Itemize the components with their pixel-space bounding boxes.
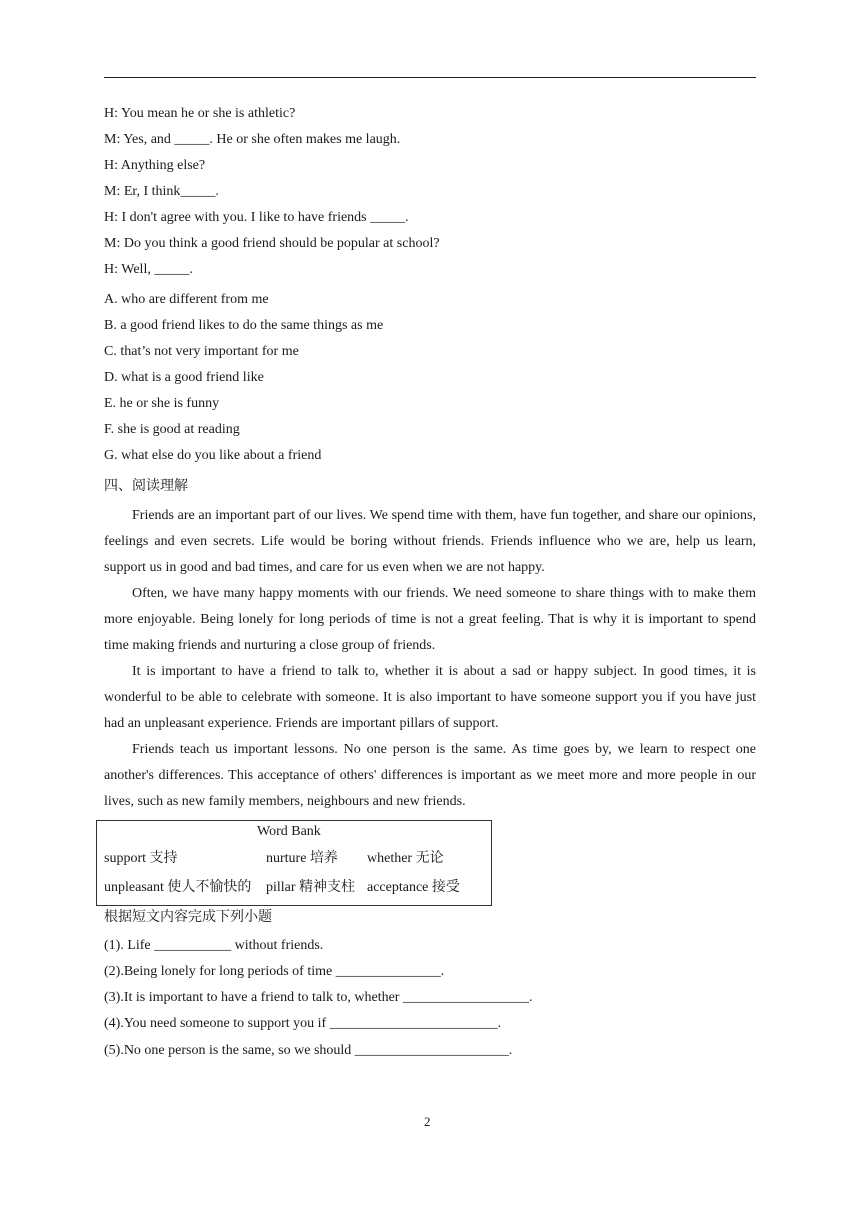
question-item: (5).No one person is the same, so we should ______________________. — [104, 1043, 513, 1058]
passage-paragraph: Friends teach us important lessons. No one person is the same. As time goes by, we learn to respect one another's differences. This acceptance of others' differences is important as we meet more and more people in our lives, such as new family members, neighbours and new friends. — [104, 742, 756, 809]
question-item: (4).You need someone to support you if ________________________. — [104, 1016, 502, 1031]
option-item: B. a good friend likes to do the same things as me — [104, 318, 384, 333]
dialogue-line: M: Do you think a good friend should be popular at school? — [104, 236, 440, 251]
dialogue-line: M: Yes, and _____. He or she often makes me laugh. — [104, 132, 401, 147]
dialogue-line: H: Anything else? — [104, 158, 206, 173]
word-bank-entry: whether 无论 — [367, 851, 444, 866]
dialogue-line: H: You mean he or she is athletic? — [104, 106, 296, 121]
option-item: A. who are different from me — [104, 292, 269, 307]
option-item: C. that’s not very important for me — [104, 344, 299, 359]
word-bank-entry: pillar 精神支柱 — [266, 880, 356, 895]
option-item: F. she is good at reading — [104, 422, 240, 437]
word-bank-entry: acceptance 接受 — [367, 880, 460, 895]
word-bank-entry: support 支持 — [104, 851, 178, 866]
passage-paragraph: Often, we have many happy moments with our friends. We need someone to share things with to make them more enjoyable. Being lonely for long periods of time is not a great feeling. That is why it is important to spend time making friends and nurturing a close group of friends. — [104, 586, 756, 653]
option-item: E. he or she is funny — [104, 396, 220, 411]
question-item: (2).Being lonely for long periods of time _______________. — [104, 964, 445, 979]
dialogue-line: H: Well, _____. — [104, 262, 193, 277]
option-item: D. what is a good friend like — [104, 370, 264, 385]
passage-paragraph: It is important to have a friend to talk to, whether it is about a sad or happy subject. In good times, it is wonderful to be able to celebrate with someone. It is also important to have someone support you if you have just had an unpleasant experience. Friends are important pillars of support. — [104, 664, 756, 731]
word-bank-box — [96, 820, 492, 906]
question-item: (1). Life ___________ without friends. — [104, 938, 324, 953]
header-rule — [104, 77, 756, 78]
dialogue-line: M: Er, I think_____. — [104, 184, 219, 199]
word-bank-title: Word Bank — [257, 824, 321, 839]
section-heading: 四、阅读理解 — [104, 479, 188, 494]
word-bank-entry: nurture 培养 — [266, 851, 338, 866]
question-item: (3).It is important to have a friend to talk to, whether __________________. — [104, 990, 533, 1005]
instruction-text: 根据短文内容完成下列小题 — [104, 910, 272, 925]
passage-paragraph: Friends are an important part of our lives. We spend time with them, have fun together, and share our opinions, feelings and even secrets. Life would be boring without friends. Friends influence who we are, help us learn, support us in good and bad times, and care for us even when we are not happy. — [104, 508, 756, 575]
page-number: 2 — [424, 1114, 431, 1129]
dialogue-line: H: I don't agree with you. I like to have friends _____. — [104, 210, 409, 225]
option-item: G. what else do you like about a friend — [104, 448, 322, 463]
word-bank-entry: unpleasant 使人不愉快的 — [104, 880, 252, 895]
